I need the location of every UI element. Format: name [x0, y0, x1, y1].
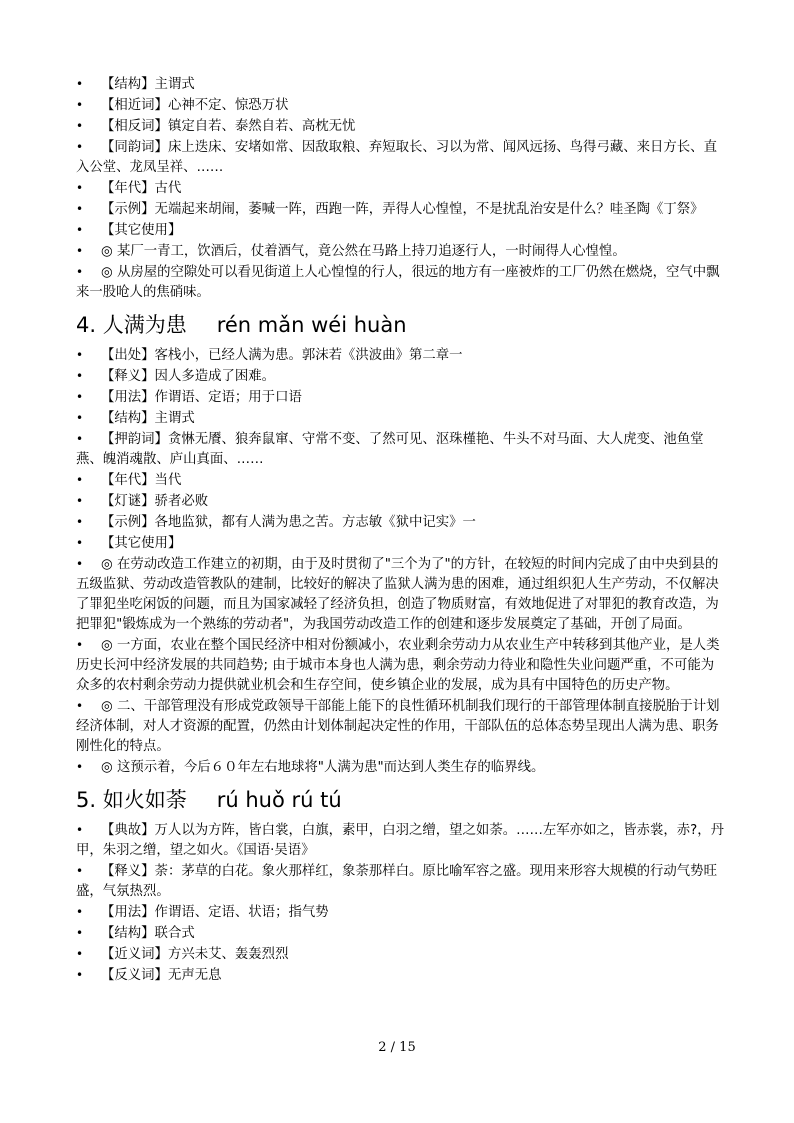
idiom-title: 4. 人满为患: [76, 313, 187, 337]
entry-text: 【示例】各地监狱，都有人满为患之苦。方志敏《狱中记实》一: [101, 515, 476, 530]
bullet-icon: •: [76, 515, 84, 529]
entry-item: [76, 512, 726, 533]
bullet-icon: •: [76, 369, 84, 383]
entry-text: ◎ 一方面，农业在整个国民经济中相对份额减小，农业剩余劳动力从农业生产中转移到其他产业，是人类历史长河中经济发展的共同趋势; 由于城市本身也人满为患，剩余劳动力待业和隐性失业问题严重，不可能为众多的农村剩余劳动力提供就业机会和生存空间，使乡镇企业的发展，成为具有中国特色的历史产物。: [76, 638, 720, 693]
entry-text: 【用法】作谓语、定语、状语；指气势: [101, 905, 329, 920]
entry-item: [76, 635, 726, 696]
bullet-icon: •: [76, 473, 84, 487]
entry-text: 【灯谜】骄者必败: [101, 494, 209, 509]
entry-text: 【年代】当代: [101, 473, 182, 488]
document-page: [76, 74, 726, 986]
entry-text: 【典故】万人以为方阵，皆白裳，白旗，素甲，白羽之缯，望之如荼。……左军亦如之，皆赤裳，赤?，丹甲，朱羽之缯，望之如火。《国语·吴语》: [76, 823, 725, 858]
entry-item: [76, 696, 726, 757]
entry-text: ◎ 某厂一青工，饮酒后，仗着酒气，竟公然在马路上持刀追逐行人，一时闹得人心惶惶。: [101, 244, 626, 259]
entry-item: [76, 137, 726, 178]
entry-text: 【近义词】方兴未艾、轰轰烈烈: [101, 947, 289, 962]
entry-text: 【年代】古代: [101, 181, 182, 196]
entry-item: [76, 345, 726, 366]
bullet-icon: •: [76, 390, 84, 404]
bullet-icon: •: [76, 244, 84, 258]
bullet-icon: •: [76, 140, 84, 154]
bullet-icon: •: [76, 699, 84, 713]
entry-item: [76, 408, 726, 429]
entry-item: [76, 820, 726, 861]
idiom-pinyin: rén mǎn wéi huàn: [216, 313, 407, 337]
page-number: 2 / 15: [378, 1040, 416, 1055]
entry-item: [76, 491, 726, 512]
entry-text: ◎ 从房屋的空隙处可以看见街道上人心惶惶的行人，很远的地方有一座被炸的工厂仍然在燃烧，空气中飘来一股呛人的焦硝味。: [76, 265, 720, 300]
entry-item: [76, 116, 726, 137]
bullet-icon: •: [76, 119, 84, 133]
entry-item: [76, 74, 726, 95]
entry-item: [76, 533, 726, 554]
entry-item: [76, 902, 726, 923]
bullet-icon: •: [76, 557, 84, 571]
section-4-entries: [76, 345, 726, 778]
entry-text: 【结构】主谓式: [101, 411, 195, 426]
bullet-icon: •: [76, 864, 84, 878]
entry-item: [76, 429, 726, 470]
bullet-icon: •: [76, 968, 84, 982]
section-3-tail: [76, 74, 726, 303]
section-heading-5: [76, 786, 726, 814]
entry-text: 【用法】作谓语、定语；用于口语: [101, 390, 302, 405]
bullet-icon: •: [76, 202, 84, 216]
entry-text: 【其它使用】: [101, 536, 182, 551]
entry-text: ◎ 这预示着，今后６０年左右地球将"人满为患"而达到人类生存的临界线。: [101, 760, 545, 775]
idiom-pinyin: rú huǒ rú tú: [216, 788, 342, 812]
entry-text: 【其它使用】: [101, 223, 182, 238]
bullet-icon: •: [76, 77, 84, 91]
entry-item: [76, 923, 726, 944]
bullet-icon: •: [76, 181, 84, 195]
entry-item: [76, 178, 726, 199]
section-5-entries: [76, 820, 726, 986]
bullet-icon: •: [76, 760, 84, 774]
bullet-icon: •: [76, 265, 84, 279]
bullet-icon: •: [76, 926, 84, 940]
section-heading-4: [76, 311, 726, 339]
idiom-title: 5. 如火如荼: [76, 788, 187, 812]
entry-item: [76, 944, 726, 965]
entry-text: 【释义】荼：茅草的白花。象火那样红，象荼那样白。原比喻军容之盛。现用来形容大规模的行动气势旺盛，气氛热烈。: [76, 864, 717, 899]
entry-item: [76, 262, 726, 303]
entry-item: [76, 470, 726, 491]
bullet-icon: •: [76, 432, 84, 446]
entry-text: 【示例】无端起来胡闹，萎喊一阵，西跑一阵，弄得人心惶惶，不是扰乱治安是什么？哇圣陶《丁祭》: [101, 202, 704, 217]
bullet-icon: •: [76, 947, 84, 961]
entry-item: [76, 387, 726, 408]
entry-text: 【释义】因人多造成了困难。: [101, 369, 276, 384]
entry-item: [76, 965, 726, 986]
entry-text: 【相反词】镇定自若、泰然自若、高枕无忧: [101, 119, 356, 134]
bullet-icon: •: [76, 536, 84, 550]
entry-text: 【押韵词】贪惏无餍、狼奔鼠窜、守常不变、了然可见、沤珠槿艳、牛头不对马面、大人虎变、池鱼堂燕、魄消魂散、庐山真面、……: [76, 432, 704, 467]
entry-item: [76, 757, 726, 778]
entry-text: ◎ 在劳动改造工作建立的初期，由于及时贯彻了"三个为了"的方针，在较短的时间内完成了由中央到县的五级监狱、劳动改造管教队的建制，比较好的解决了监狱人满为患的困难，通过组织犯人生产劳动，不仅解决了罪犯坐吃闲饭的问题，而且为国家减轻了经济负担，创造了物质财富，有效地促进了对罪犯的教育改造，为把罪犯"锻炼成为一个熟练的劳动者"，为我国劳动改造工作的创建和逐步发展奠定了基础，开创了局面。: [76, 557, 719, 632]
entry-text: 【相近词】心神不定、惊恐万状: [101, 98, 289, 113]
bullet-icon: •: [76, 98, 84, 112]
entry-item: [76, 220, 726, 241]
entry-item: [76, 554, 726, 635]
bullet-icon: •: [76, 223, 84, 237]
entry-text: 【结构】联合式: [101, 926, 195, 941]
bullet-icon: •: [76, 638, 84, 652]
bullet-icon: •: [76, 411, 84, 425]
entry-text: 【出处】客栈小，已经人满为患。郭沫若《洪波曲》第二章一: [101, 348, 463, 363]
bullet-icon: •: [76, 348, 84, 362]
entry-text: 【结构】主谓式: [101, 77, 195, 92]
entry-item: [76, 861, 726, 902]
entry-item: [76, 366, 726, 387]
bullet-icon: •: [76, 905, 84, 919]
entry-item: [76, 95, 726, 116]
entry-text: 【反义词】无声无息: [101, 968, 222, 983]
entry-text: 【同韵词】床上迭床、安堵如常、因敌取粮、弃短取长、习以为常、闻风远扬、鸟得弓藏、来日方长、直入公堂、龙凤呈祥、……: [76, 140, 717, 175]
entry-item: [76, 241, 726, 262]
bullet-icon: •: [76, 823, 84, 837]
entry-text: ◎ 二、干部管理没有形成党政领导干部能上能下的良性循环机制我们现行的干部管理体制直接脱胎于计划经济体制，对人才资源的配置，仍然由计划体制起决定性的作用，干部队伍的总体态势呈现出人满为患、职务刚性化的特点。: [76, 699, 720, 754]
entry-item: [76, 199, 726, 220]
bullet-icon: •: [76, 494, 84, 508]
